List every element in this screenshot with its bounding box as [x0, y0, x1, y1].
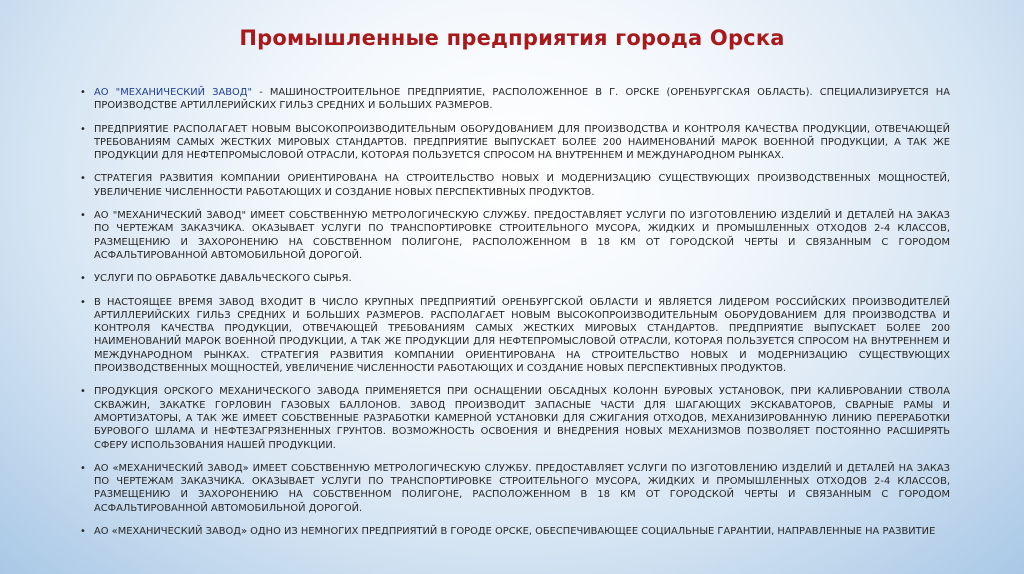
- list-item: [80, 172, 950, 199]
- bullet-icon: •: [80, 173, 86, 185]
- bullet-icon: •: [80, 210, 86, 222]
- bullet-icon: •: [80, 273, 86, 285]
- paragraph-text: СТРАТЕГИЯ РАЗВИТИЯ КОМПАНИИ ОРИЕНТИРОВАНА НА СТРОИТЕЛЬСТВО НОВЫХ И МОДЕРНИЗАЦИЮ СУЩЕСТВУЮЩИХ ПРОИЗВОДСТВЕННЫХ МОЩНОСТЕЙ, УВЕЛИЧЕНИЕ ЧИСЛЕННОСТИ РАБОТАЮЩИХ И СОЗДАНИЕ НОВЫХ ПЕРСПЕКТИВНЫХ ПРОДУКТОВ.: [94, 173, 950, 198]
- list-item: [80, 525, 950, 538]
- paragraph-text: ПРОДУКЦИЯ ОРСКОГО МЕХАНИЧЕСКОГО ЗАВОДА ПРИМЕНЯЕТСЯ ПРИ ОСНАЩЕНИИ ОБСАДНЫХ КОЛОНН БУРОВЫХ УСТАНОВОК, ПРИ КАЛИБРОВАНИИ СТВОЛА СКВАЖИН, ЗАКАТКЕ ГОРЛОВИН ГАЗОВЫХ БАЛЛОНОВ. ЗАВОД ПРОИЗВОДИТ ЗАПАСНЫЕ ЧАСТИ ДЛЯ ШАГАЮЩИХ ЭКСКАВАТОРОВ, СВАРНЫЕ РАМЫ И АМОРТИЗАТОРЫ, А ТАК ЖЕ ИМЕЕТ СОБСТВЕННЫЕ РАЗРАБОТКИ КАМЕРНОЙ УСТАНОВКИ ДЛЯ СЖИГАНИЯ ОТХОДОВ, МЕХАНИЗИРОВАННУЮ ЛИНИЮ ПЕРЕРАБОТКИ БУРОВОГО ШЛАМА И НЕФТЕЗАГРЯЗНЕННЫХ ГРУНТОВ. ВОЗМОЖНОСТЬ ОСВОЕНИЯ И ВНЕДРЕНИЯ НОВЫХ МЕХАНИЗМОВ ПОЗВОЛЯЕТ ПОСТОЯННО РАСШИРЯТЬ СФЕРУ ИСПОЛЬЗОВАНИЯ НАШЕЙ ПРОДУКЦИИ.: [94, 386, 950, 451]
- bullet-icon: •: [80, 462, 86, 474]
- list-item: [80, 272, 950, 285]
- bullet-icon: •: [80, 296, 86, 308]
- list-item: [80, 123, 950, 163]
- list-item: [80, 385, 950, 451]
- slide-title: Промышленные предприятия города Орска: [239, 26, 785, 50]
- bullet-icon: •: [80, 526, 86, 538]
- paragraph-text: В НАСТОЯЩЕЕ ВРЕМЯ ЗАВОД ВХОДИТ В ЧИСЛО КРУПНЫХ ПРЕДПРИЯТИЙ ОРЕНБУРГСКОЙ ОБЛАСТИ И ЯВЛЯЕТСЯ ЛИДЕРОМ РОССИЙСКИХ ПРОИЗВОДИТЕЛЕЙ АРТИЛЛЕРИЙСКИХ ГИЛЬЗ СРЕДНИХ И БОЛЬШИХ РАЗМЕРОВ. РАСПОЛАГАЕТ НОВЫМ ВЫСОКОПРОИЗВОДИТЕЛЬНЫМ ОБОРУДОВАНИЕМ ДЛЯ ПРОИЗВОДСТВА И КОНТРОЛЯ КАЧЕСТВА ПРОДУКЦИИ, ОТВЕЧАЮЩЕЙ ТРЕБОВАНИЯМ САМЫХ ЖЕСТКИХ МИРОВЫХ СТАНДАРТОВ. ПРЕДПРИЯТИЕ ВЫПУСКАЕТ БОЛЕЕ 200 НАИМЕНОВАНИЙ МАРОК ВОЕННОЙ ПРОДУКЦИИ, А ТАК ЖЕ ПРОДУКЦИИ ДЛЯ НЕФТЕПРОМЫСЛОВОЙ ОТРАСЛИ, КОТОРАЯ ПОЛЬЗУЕТСЯ СПРОСОМ НА ВНУТРЕННЕМ И МЕЖДУНАРОДНОМ РЫНКАХ. СТРАТЕГИЯ РАЗВИТИЯ КОМПАНИИ ОРИЕНТИРОВАНА НА СТРОИТЕЛЬСТВО НОВЫХ И МОДЕРНИЗАЦИЮ СУЩЕСТВУЮЩИХ ПРОИЗВОДСТВЕННЫХ МОЩНОСТЕЙ, УВЕЛИЧЕНИЕ ЧИСЛЕННОСТИ РАБОТАЮЩИХ И СОЗДАНИЕ НОВЫХ ПЕРСПЕКТИВНЫХ ПРОДУКТОВ.: [94, 296, 950, 375]
- company-name-highlight: АО "МЕХАНИЧЕСКИЙ ЗАВОД": [94, 87, 253, 98]
- paragraph-text: АО «МЕХАНИЧЕСКИЙ ЗАВОД» ИМЕЕТ СОБСТВЕННУЮ МЕТРОЛОГИЧЕСКУЮ СЛУЖБУ. ПРЕДОСТАВЛЯЕТ УСЛУГИ ПО ИЗГОТОВЛЕНИЮ ИЗДЕЛИЙ И ДЕТАЛЕЙ НА ЗАКАЗ ПО ЧЕРТЕЖАМ ЗАКАЗЧИКА. ОКАЗЫВАЕТ УСЛУГИ ПО ТРАНСПОРТИРОВКЕ СТРОИТЕЛЬНОГО МУСОРА, ЖИДКИХ И ПРОМЫШЛЕННЫХ ОТХОДОВ 2-4 КЛАССОВ, РАЗМЕЩЕНИЮ И ЗАХОРОНЕНИЮ НА СОБСТВЕННОМ ПОЛИГОНЕ, РАСПОЛОЖЕННОМ В 18 КМ ОТ ГОРОДСКОЙ ЧЕРТЫ И СВЯЗАННЫМ С ГОРОДОМ АСФАЛЬТИРОВАННОЙ АВТОМОБИЛЬНОЙ ДОРОГОЙ.: [94, 462, 950, 514]
- list-item: [80, 462, 950, 515]
- list-item: [80, 209, 950, 262]
- paragraph-text: УСЛУГИ ПО ОБРАБОТКЕ ДАВАЛЬЧЕСКОГО СЫРЬЯ.: [94, 273, 352, 285]
- list-item: [80, 86, 950, 113]
- bullet-icon: •: [80, 386, 86, 398]
- paragraph-text: АО «МЕХАНИЧЕСКИЙ ЗАВОД» ОДНО ИЗ НЕМНОГИХ ПРЕДПРИЯТИЙ В ГОРОДЕ ОРСКЕ, ОБЕСПЕЧИВАЮЩЕЕ СОЦИАЛЬНЫЕ ГАРАНТИИ, НАПРАВЛЕННЫЕ НА РАЗВИТИЕ: [94, 526, 936, 538]
- paragraph-text: - МАШИНОСТРОИТЕЛЬНОЕ ПРЕДПРИЯТИЕ, РАСПОЛОЖЕННОЕ В Г. ОРСКЕ (ОРЕНБУРГСКАЯ ОБЛАСТЬ). СПЕЦИАЛИЗИРУЕТСЯ НА ПРОИЗВОДСТВЕ АРТИЛЛЕРИЙСКИХ ГИЛЬЗ СРЕДНИХ И БОЛЬШИХ РАЗМЕРОВ.: [94, 87, 950, 112]
- list-item: [80, 296, 950, 376]
- bullet-icon: •: [80, 123, 86, 135]
- bullet-icon: •: [80, 87, 86, 98]
- paragraph-text: АО "МЕХАНИЧЕСКИЙ ЗАВОД" ИМЕЕТ СОБСТВЕННУЮ МЕТРОЛОГИЧЕСКУЮ СЛУЖБУ. ПРЕДОСТАВЛЯЕТ УСЛУГИ ПО ИЗГОТОВЛЕНИЮ ИЗДЕЛИЙ И ДЕТАЛЕЙ НА ЗАКАЗ ПО ЧЕРТЕЖАМ ЗАКАЗЧИКА. ОКАЗЫВАЕТ УСЛУГИ ПО ТРАНСПОРТИРОВКЕ СТРОИТЕЛЬНОГО МУСОРА, ЖИДКИХ И ПРОМЫШЛЕННЫХ ОТХОДОВ 2-4 КЛАССОВ, РАЗМЕЩЕНИЮ И ЗАХОРОНЕНИЮ НА СОБСТВЕННОМ ПОЛИГОНЕ, РАСПОЛОЖЕННОМ В 18 КМ ОТ ГОРОДСКОЙ ЧЕРТЫ И СВЯЗАННЫМ С ГОРОДОМ АСФАЛЬТИРОВАННОЙ АВТОМОБИЛЬНОЙ ДОРОГОЙ.: [94, 210, 950, 261]
- bullet-list: [80, 86, 950, 548]
- paragraph-text: ПРЕДПРИЯТИЕ РАСПОЛАГАЕТ НОВЫМ ВЫСОКОПРОИЗВОДИТЕЛЬНЫМ ОБОРУДОВАНИЕМ ДЛЯ ПРОИЗВОДСТВА И КОНТРОЛЯ КАЧЕСТВА ПРОДУКЦИИ, ОТВЕЧАЮЩЕЙ ТРЕБОВАНИЯМ САМЫХ ЖЕСТКИХ МИРОВЫХ СТАНДАРТОВ. ПРЕДПРИЯТИЕ ВЫПУСКАЕТ БОЛЕЕ 200 НАИМЕНОВАНИЙ МАРОК ВОЕННОЙ ПРОДУКЦИИ, А ТАК ЖЕ ПРОДУКЦИИ ДЛЯ НЕФТЕПРОМЫСЛОВОЙ ОТРАСЛИ, КОТОРАЯ ПОЛЬЗУЕТСЯ СПРОСОМ НА ВНУТРЕННЕМ И МЕЖДУНАРОДНОМ РЫНКАХ.: [94, 123, 950, 162]
